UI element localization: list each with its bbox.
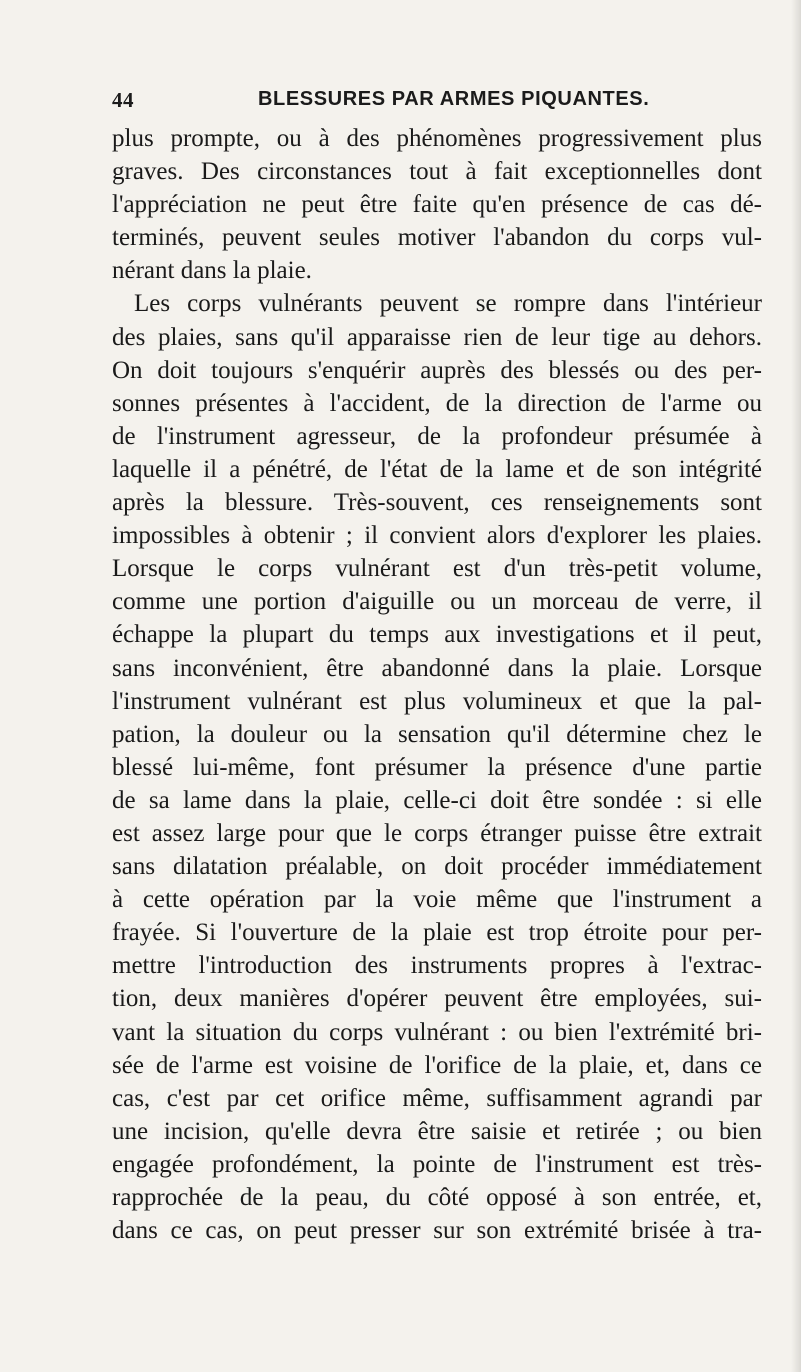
text-line: des plaies, sans qu'il apparaisse rien de leur tige au dehors. [112, 323, 762, 351]
text-line: nérant dans la plaie. [112, 257, 312, 285]
text-line: tion, deux manières d'opérer peuvent être employées, sui- [112, 985, 762, 1013]
text-line: blessé lui-même, font présumer la présence d'une partie [112, 753, 762, 781]
text-line: l'instrument vulnérant est plus volumineux et que la pal- [112, 687, 762, 715]
text-line: à cette opération par la voie même que l'instrument a [112, 886, 762, 914]
body-text [112, 122, 762, 1247]
text-line: sée de l'arme est voisine de l'orifice de la plaie, et, dans ce [112, 1051, 762, 1079]
text-line: engagée profondément, la pointe de l'instrument est très- [112, 1150, 762, 1178]
text-line: sonnes présentes à l'accident, de la direction de l'arme ou [112, 389, 762, 417]
text-line: échappe la plupart du temps aux investigations et il peut, [112, 621, 762, 649]
text-line: rapprochée de la peau, du côté opposé à son entrée, et, [112, 1184, 762, 1211]
text-line: plus prompte, ou à des phénomènes progressivement plus [112, 125, 762, 152]
text-line: dans ce cas, on peut presser sur son extrémité brisée à tra- [112, 1217, 762, 1245]
text-line: une incision, qu'elle devra être saisie et retirée ; ou bien [112, 1117, 762, 1145]
page-edge-shadow [791, 0, 801, 1372]
running-header [112, 88, 762, 118]
text-line: On doit toujours s'enquérir auprès des blessés ou des per- [112, 356, 762, 384]
text-line: sans inconvénient, être abandonné dans la plaie. Lorsque [112, 654, 762, 682]
text-line: mettre l'introduction des instruments propres à l'extrac- [112, 952, 762, 980]
text-line: frayée. Si l'ouverture de la plaie est trop étroite pour per- [112, 919, 762, 947]
text-line: terminés, peuvent seules motiver l'abandon du corps vul- [112, 224, 762, 252]
text-line: de sa lame dans la plaie, celle-ci doit être sondée : si elle [112, 786, 762, 814]
text-line: est assez large pour que le corps étranger puisse être extrait [112, 819, 762, 847]
text-line: laquelle il a pénétré, de l'état de la lame et de son intégrité [112, 455, 762, 483]
page-number: 44 [112, 88, 134, 112]
text-line: sans dilatation préalable, on doit procéder immédiatement [112, 853, 762, 881]
text-line: pation, la douleur ou la sensation qu'il détermine chez le [112, 720, 762, 748]
text-line: de l'instrument agresseur, de la profondeur présumée à [112, 422, 762, 450]
text-line: comme une portion d'aiguille ou un morceau de verre, il [112, 588, 762, 616]
text-line: Les corps vulnérants peuvent se rompre dans l'intérieur [134, 290, 762, 318]
running-title: BLESSURES PAR ARMES PIQUANTES. [258, 88, 650, 110]
text-line: cas, c'est par cet orifice même, suffisamment agrandi par [112, 1084, 762, 1112]
text-line: impossibles à obtenir ; il convient alors d'explorer les plaies. [112, 522, 762, 550]
text-line: l'appréciation ne peut être faite qu'en présence de cas dé- [112, 191, 762, 219]
text-line: après la blessure. Très-souvent, ces renseignements sont [112, 489, 762, 517]
text-line: graves. Des circonstances tout à fait exceptionnelles dont [112, 158, 762, 186]
text-line: Lorsque le corps vulnérant est d'un très-petit volume, [112, 555, 762, 583]
text-line: vant la situation du corps vulnérant : ou bien l'extrémité bri- [112, 1018, 762, 1046]
